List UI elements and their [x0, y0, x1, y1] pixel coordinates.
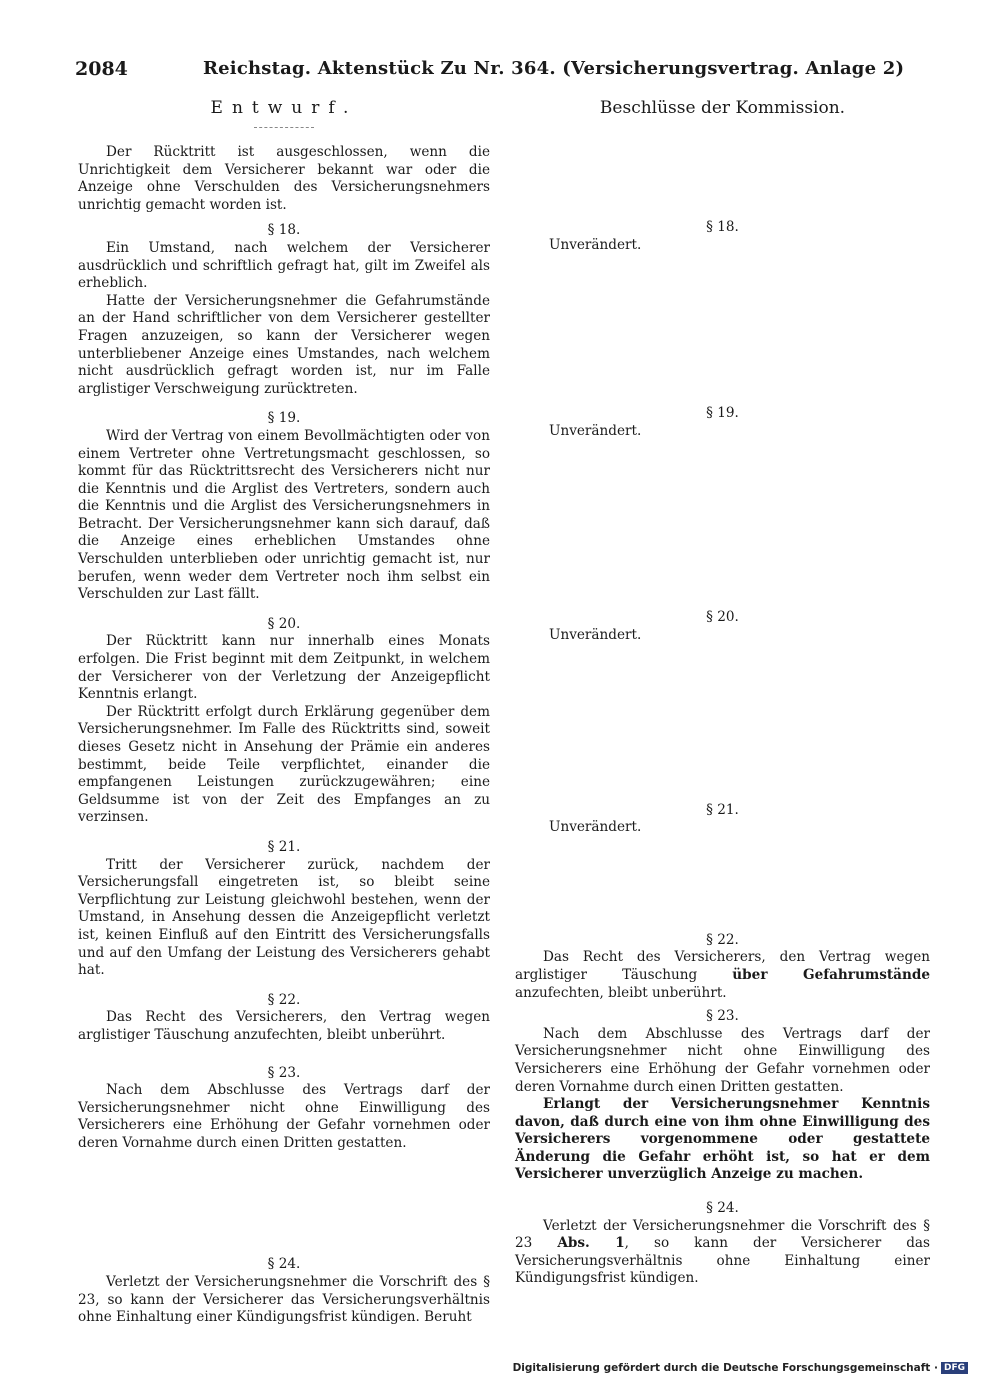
section-20-para-1: Der Rücktritt kann nur innerhalb eines Monats erfolgen. Die Frist beginnt mit dem Zeitpunkt, in welchem der Versicherer von der Verletzung der Anzeigepflicht Kenntnis erlangt. [78, 633, 490, 703]
left-column-title: Entwurf. [210, 98, 358, 118]
committee-section-21-text: Unverändert. [549, 819, 642, 836]
section-22-para-1: Das Recht des Versicherers, den Vertrag wegen arglistiger Täuschung anzufechten, bleibt unberührt. [78, 1009, 490, 1043]
digitization-credit [513, 1362, 968, 1374]
section-21-para-1: Tritt der Versicherer zurück, nachdem der Versicherungsfall eingetreten ist, so bleibt seine Verpflichtung zur Leistung gleichwohl bestehen, wenn der Umstand, in Ansehung dessen die Anzeigepflicht verletzt ist, keinen Einfluß auf den Eintritt des Versicherungsfalls und auf den Umfang der Leistung des Versicherers gehabt hat. [78, 856, 490, 979]
committee-section-22-text-a: Das Recht des Versicherers, den Vertrag wegen arglistiger Täuschung [515, 949, 930, 983]
page-number: 2084 [75, 58, 128, 80]
section-19-heading: § 19. [267, 410, 301, 427]
running-title: Reichstag. Aktenstück Zu Nr. 364. (Versicherungsvertrag. Anlage 2) [203, 58, 905, 79]
section-18-para-2: Hatte der Versicherungsnehmer die Gefahrumstände an der Hand schriftlicher von dem Versicherer gestellter Fragen anzuzeigen, so kann der Versicherer wegen unterbliebener Anzeige eines Umstandes, nach welchem nicht ausdrücklich gefragt worden ist, nur im Falle arglistiger Verschweigung zurücktreten. [78, 292, 490, 397]
committee-section-22-para [515, 949, 930, 1002]
committee-section-19-text: Unverändert. [549, 422, 642, 439]
right-column-title: Beschlüsse der Kommission. [599, 98, 846, 118]
committee-section-23-amendment: Erlangt der Versicherungsnehmer Kenntnis davon, daß durch eine von ihm ohne Einwilligung des Versicherers vorgenommene oder gestattete Änderung die Gefahr erhöht ist, so hat er dem Versicherer unverzüglich Anzeige zu machen. [515, 1096, 930, 1183]
page-header [75, 58, 935, 84]
section-18-para-1: Ein Umstand, nach welchem der Versicherer ausdrücklich und schriftlich gefragt hat, gilt im Zweifel als erheblich. [78, 239, 490, 292]
left-column-draft [78, 95, 490, 1327]
committee-section-24-text-b: , so kann der Versicherer das Versicherungsverhältnis ohne Einhaltung einer Kündigungsfrist kündigen. [515, 1235, 930, 1287]
committee-section-18-heading: § 18. [706, 219, 739, 235]
dfg-logo: DFG [941, 1362, 968, 1374]
right-column-committee [515, 95, 930, 1288]
section-23-para-1: Nach dem Abschlusse des Vertrags darf der Versicherungsnehmer nicht ohne Einwilligung des Versicherers eine Erhöhung der Gefahr vornehmen oder deren Vornahme durch einen Dritten gestatten. [78, 1082, 490, 1151]
committee-section-21-heading: § 21. [706, 801, 739, 818]
title-divider [254, 127, 314, 128]
credit-text: Digitalisierung gefördert durch die Deutsche Forschungsgemeinschaft · [512, 1362, 938, 1374]
section-23-heading: § 23. [267, 1064, 301, 1081]
section-24-heading: § 24. [267, 1256, 301, 1273]
committee-section-19-heading: § 19. [706, 405, 739, 422]
section-20-heading: § 20. [267, 615, 301, 632]
section-18-heading: § 18. [267, 222, 301, 239]
section-24-para-1: Verletzt der Versicherungsnehmer die Vorschrift des § 23, so kann der Versicherer das Versicherungsverhältnis ohne Einhaltung einer Kündigungsfrist kündigen. Beruht [78, 1274, 490, 1326]
committee-section-24-para [515, 1218, 930, 1288]
committee-section-22-text-b: anzufechten, bleibt unberührt. [515, 984, 727, 1001]
committee-section-24-heading: § 24. [706, 1200, 739, 1217]
committee-section-24-amendment: Abs. 1 [557, 1235, 625, 1252]
section-20-para-2: Der Rücktritt erfolgt durch Erklärung gegenüber dem Versicherungsnehmer. Im Falle des Rücktritts sind, soweit dieses Gesetz nicht in Ansehung der Prämie ein anderes bestimmt, beide Teile verpflichtet, einander die empfangenen Leistungen zurückzugewähren; eine Geldsumme ist von der Zeit des Empfanges an zu verzinsen. [78, 703, 490, 826]
intro-paragraph: Der Rücktritt ist ausgeschlossen, wenn die Unrichtigkeit dem Versicherer bekannt war oder die Anzeige ohne Verschulden des Versicherungsnehmers unrichtig gemacht worden ist. [78, 144, 490, 213]
committee-section-18-text: Unverändert. [549, 236, 642, 253]
committee-section-22-heading: § 22. [706, 931, 739, 948]
committee-section-23-heading: § 23. [706, 1008, 739, 1025]
section-21-heading: § 21. [267, 838, 301, 855]
section-19-para-1: Wird der Vertrag von einem Bevollmächtigten oder von einem Vertreter ohne Vertretungsmacht geschlossen, so kommt für das Rücktrittsrecht des Versicherers nicht nur die Kenntnis und die Arglist des Vertreters, sondern auch die Kenntnis und die Arglist des Versicherungsnehmers in Betracht. Der Versicherungsnehmer kann sich darauf, daß die Anzeige eines erheblichen Umstandes ohne Verschulden unterblieben oder unrichtig gemacht ist, nur berufen, wenn weder dem Vertreter noch ihm selbst ein Verschulden zur Last fällt. [78, 427, 490, 603]
section-22-heading: § 22. [267, 991, 301, 1008]
committee-section-24-text-a: Verletzt der Versicherungsnehmer die Vorschrift des § 23 [515, 1217, 930, 1252]
committee-section-20-text: Unverändert. [549, 626, 642, 643]
committee-section-23-para-1: Nach dem Abschlusse des Vertrags darf der Versicherungsnehmer nicht ohne Einwilligung des Versicherers eine Erhöhung der Gefahr vornehmen oder deren Vornahme durch einen Dritten gestatten. [515, 1025, 930, 1095]
committee-section-22-amendment: über Gefahrumstände [732, 966, 930, 983]
committee-section-20-heading: § 20. [706, 609, 739, 626]
